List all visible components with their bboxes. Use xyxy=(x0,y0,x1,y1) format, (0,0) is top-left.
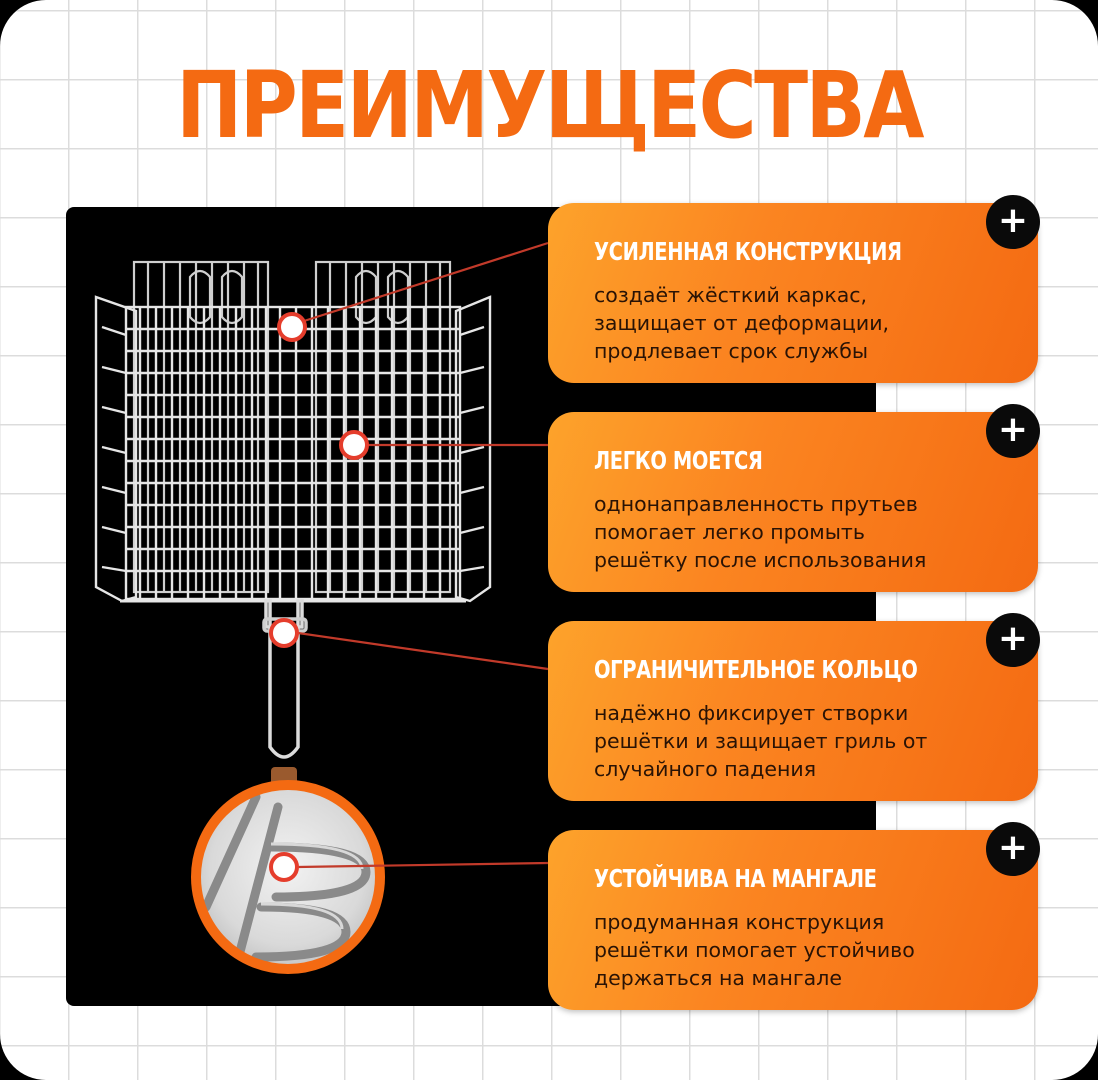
benefit-description: создаёт жёсткий каркас, защищает от деформации, продлевает срок службы xyxy=(594,283,890,363)
zoom-detail-circle xyxy=(196,785,380,987)
marker-easy-clean xyxy=(341,432,367,458)
benefit-card-limiting-ring xyxy=(548,618,1038,801)
benefit-card-reinforced-construction xyxy=(548,200,1038,383)
benefit-title: УСТОЙЧИВА НА МАНГАЛЕ xyxy=(594,864,877,893)
plus-icon[interactable]: + xyxy=(986,404,1040,458)
benefit-description: надёжно фиксирует створки решётки и защищает гриль от случайного падения xyxy=(594,701,928,781)
page-title: ПРЕИМУЩЕСТВА xyxy=(176,52,922,159)
benefit-title: УСИЛЕННАЯ КОНСТРУКЦИЯ xyxy=(594,237,902,266)
grill-back-basket xyxy=(134,262,450,592)
benefit-title: ЛЕГКО МОЕТСЯ xyxy=(594,446,763,475)
benefit-card-stable-on-grill xyxy=(548,827,1038,1010)
benefit-card-easy-to-clean xyxy=(548,409,1038,592)
benefit-title: ОГРАНИЧИТЕЛЬНОЕ КОЛЬЦО xyxy=(594,655,918,684)
plus-icon[interactable]: + xyxy=(986,195,1040,249)
plus-icon[interactable]: + xyxy=(986,613,1040,667)
benefit-description: однонаправленность прутьев помогает легко промыть решётку после использования xyxy=(594,492,927,572)
marker-reinforced-frame xyxy=(279,314,305,340)
marker-limiting-ring xyxy=(271,620,297,646)
benefit-description: продуманная конструкция решётки помогает устойчиво держаться на мангале xyxy=(594,910,915,990)
marker-stable-on-grill xyxy=(271,854,297,880)
grill-front-basket xyxy=(96,297,490,601)
plus-icon[interactable]: + xyxy=(986,822,1040,876)
